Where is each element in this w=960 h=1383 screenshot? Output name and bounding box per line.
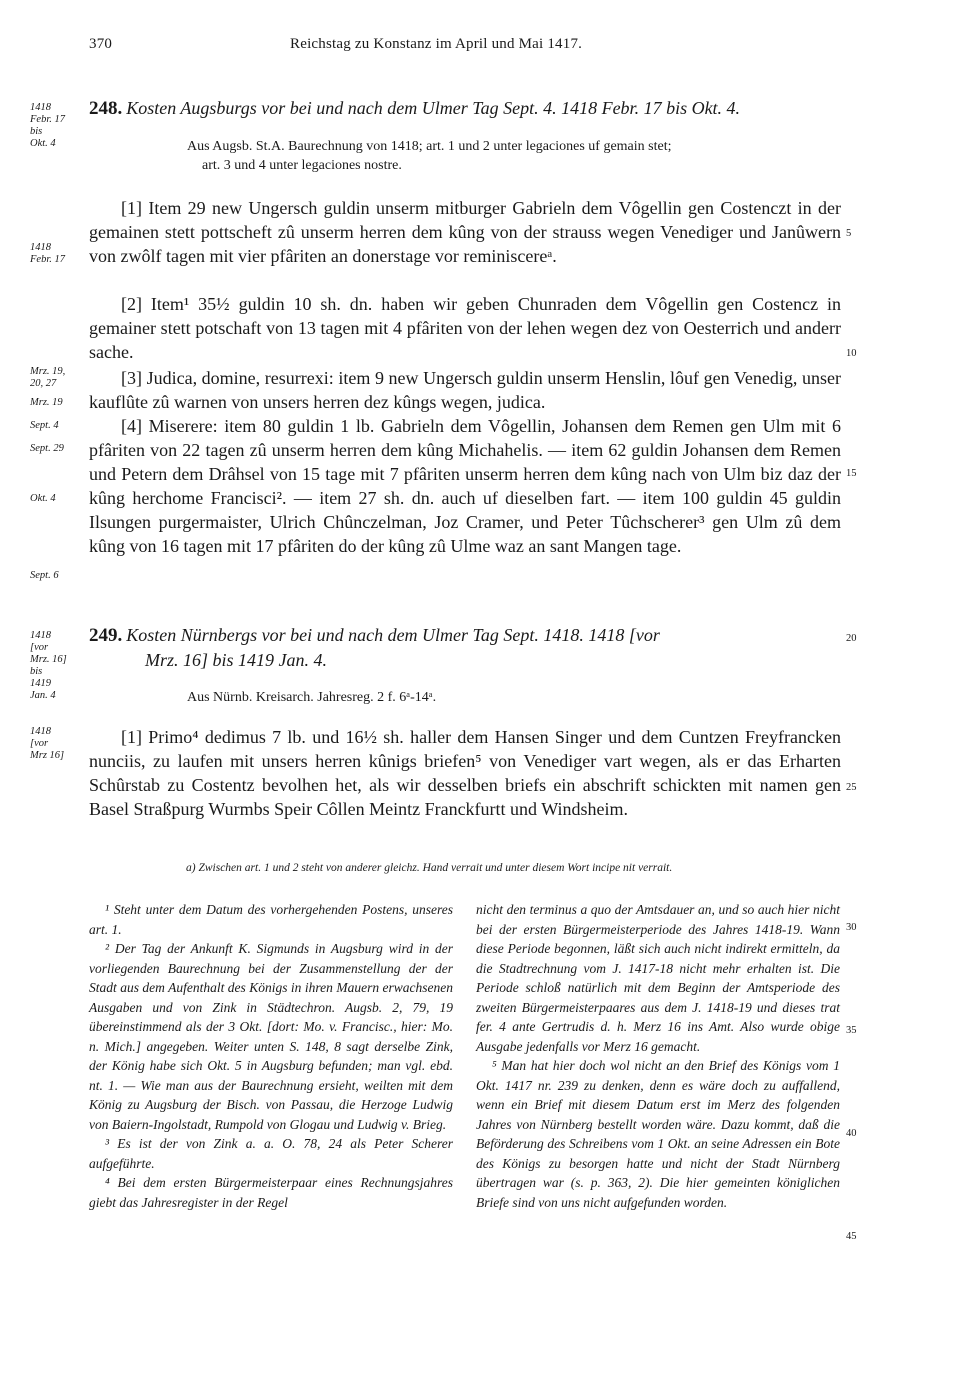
paragraph-248-4: [4] Miserere: item 80 guldin 1 lb. Gabrieln dem Vôgellin, Johansen dem Remen gen Ulm mit 6 pfâriten von 22 tagen zû unserm herren dem kûng Michahelis. — item 62 guldin Johansen dem Remen und Petern dem Drâhsel von 15 tage mit 7 pfâriten unserm herren dem kûng nach von Ulm biz daz der kûng herchome Francisci². — item 27 sh. dn. auch uf dieselben fart. — item 100 guldin 45 guldin Ilsungen purgermaister, Ulrich Chûnczelman, Joz Cramer, und Peter Tûchscherer³ gen Ulm zû dem kûng von 16 tagen mit 17 pfâriten do der kûng zû Ulme waz an sant Mangen tage. [89, 416, 841, 556]
line-number: 15 [846, 468, 857, 479]
margin-note: Sept. 29 [30, 443, 64, 454]
footnotes-left [89, 900, 453, 1212]
section-number: 249. [89, 625, 123, 646]
line-number: 40 [846, 1128, 857, 1139]
section-248-heading [89, 98, 849, 120]
margin-date-248: 1418 Febr. 17 bis Okt. 4 [30, 102, 65, 149]
paragraph-248-2: [2] Item¹ 35½ guldin 10 sh. dn. haben wir geben Chunraden dem Vôgellin gen Costencz in gemainer stett potschaft von 13 tagen mit 4 pfâriten von der lehen wegen dez von Oesterrich und anderr sache. [89, 294, 841, 362]
footnote-4: ⁴ Bei dem ersten Bürgermeisterpaar eines Rechnungsjahres giebt das Jahresregister in der Regel [89, 1175, 453, 1210]
footnote-2: ² Der Tag der Ankunft K. Sigmunds in Augsburg wird in der vorliegenden Baurechnung bei der Zusammenstellung der der Stadt aus dem Aufenthalt des Königs in ihren Mauern erwachsenen Ausgaben und von Zink in Städtechron. Augsb. 2, 79, 19 übereinstimmend als der 3 Okt. [dort: Mo. v. Francisc., hier: Mo. n. Mich.] angegeben. Weiter unten S. 148, 8 sagt derselbe Zink, der König habe sich Okt. 5 in Augsburg befunden; man vgl. ebd. nt. 1. — Wie man aus der Baurechnung ersieht, weilten mit dem König zu Augsburg der Bisch. von Passau, die Herzoge Ludwig von Baiern-Ingolstadt, Rumpold von Glogau und Ludwig v. Brieg. [89, 941, 453, 1132]
line-number: 35 [846, 1025, 857, 1036]
source-line: Aus Nürnb. Kreisarch. Jahresreg. 2 f. 6ᵃ-14ᵃ. [187, 690, 437, 705]
source-line: Aus Augsb. St.A. Baurechnung von 1418; art. 1 und 2 unter legaciones uf gemain stet; [187, 139, 672, 154]
section-249-heading [89, 625, 841, 647]
critical-note: a) Zwischen art. 1 und 2 steht von anderer gleichz. Hand verrait und unter diesem Wort incipe nit verrait. [186, 862, 673, 874]
margin-note: Sept. 6 [30, 570, 59, 581]
margin-note: 1418 Febr. 17 [30, 242, 65, 265]
line-number: 5 [846, 228, 852, 239]
line-number: 45 [846, 1231, 857, 1242]
paragraph-248-3: [3] Judica, domine, resurrexi: item 9 new Ungersch guldin unserm Henslin, lôuf gen Venedig, unser kauflûte zû warnen von unsers herren dez kûngs wegen, judica. [89, 368, 841, 412]
margin-note: Mrz. 19 [30, 397, 63, 408]
margin-note: Sept. 4 [30, 420, 59, 431]
footnote-3: ³ Es ist der von Zink a. a. O. 78, 24 als Peter Scherer aufgeführte. [89, 1136, 453, 1171]
margin-date-249: 1418 [vor Mrz. 16] bis 1419 Jan. 4 [30, 630, 67, 701]
paragraph-248-1: [1] Item 29 new Ungersch guldin unserm mitburger Gabrieln dem Vôgellin gen Costenczt in der gemainen stett pottscheft zû unserm herren dem kûng von der strauss wegen Venediger und Janûwern von zwôlf tagen mit vier pfâriten an donerstage vor reminiscereᵃ. [89, 198, 841, 266]
page-number: 370 [89, 36, 113, 52]
source-line: art. 3 und 4 unter legaciones nostre. [202, 158, 402, 173]
line-number: 25 [846, 782, 857, 793]
line-number: 10 [846, 348, 857, 359]
footnote-4-cont: nicht den terminus a quo der Amtsdauer an, und so auch hier nicht bei der ersten Bürgermeisterperiode des Jahres 1418-19. Wann diese Periode begonnen, läßt sich auch nicht indirekt ermitteln, da die Stadtrechnung vom J. 1417-18 nicht mehr erhalten ist. Die Periode schloß natürlich mit dem Beginn der Amtsperiode des zweiten Bürgermeisterpaares aus dem J. 1418-19 und dieses trat fer. 4 ante Gertrudis d. h. Merz 16 ins Amt. Also wurde obige Ausgabe jedenfalls vor Merz 16 gemacht. [476, 902, 840, 1054]
running-title: Reichstag zu Konstanz im April und Mai 1417. [290, 36, 583, 52]
section-title: Kosten Augsburgs vor bei und nach dem Ulmer Tag Sept. 4. 1418 Febr. 17 bis Okt. 4. [126, 98, 741, 118]
section-title-cont: Mrz. 16] bis 1419 Jan. 4. [145, 650, 328, 670]
margin-note: Okt. 4 [30, 493, 56, 504]
section-number: 248. [89, 98, 123, 119]
line-number: 20 [846, 633, 857, 644]
footnote-1: ¹ Steht unter dem Datum des vorhergehenden Postens, unseres art. 1. [89, 902, 453, 937]
line-number: 30 [846, 922, 857, 933]
section-title: Kosten Nürnbergs vor bei und nach dem Ulmer Tag Sept. 1418. 1418 [vor [126, 625, 660, 645]
margin-note: 1418 [vor Mrz 16] [30, 726, 65, 761]
margin-note: Mrz. 19, 20, 27 [30, 366, 66, 389]
footnotes-right [476, 900, 840, 1212]
footnote-5: ⁵ Man hat hier doch wol nicht an den Brief des Königs vom 1 Okt. 1417 nr. 239 zu denken, denn es wäre doch zu auffallend, wenn ein Brief mit diesem Datum erst im Merz des folgenden Jahres von Nürnberg bestellt worden wäre. Dazu kommt, daß die Beförderung des Schreibens vom 1 Okt. an seine Adressen ein Bote des Königs zu besorgen hatte und nicht der Stadt Nürnberg übertragen war (s. p. 363, 2). Die hier gemeinten königlichen Briefe sind von uns nicht aufgefunden worden. [476, 1058, 840, 1210]
paragraph-249-1: [1] Primo⁴ dedimus 7 lb. und 16½ sh. haller dem Hansen Singer und dem Cuntzen Freyfrancken nunciis, zu laufen mit unsers herren kûnigs briefen⁵ von Venediger vart wegen, als er das Erharten Schûrstab zu Costentz bevolhen het, als wir desselben briefs ein abschrift schickten mit namen gen Basel Straßpurg Wurmbs Speir Côllen Meintz Franckfurtt und Windsheim. [89, 727, 841, 819]
